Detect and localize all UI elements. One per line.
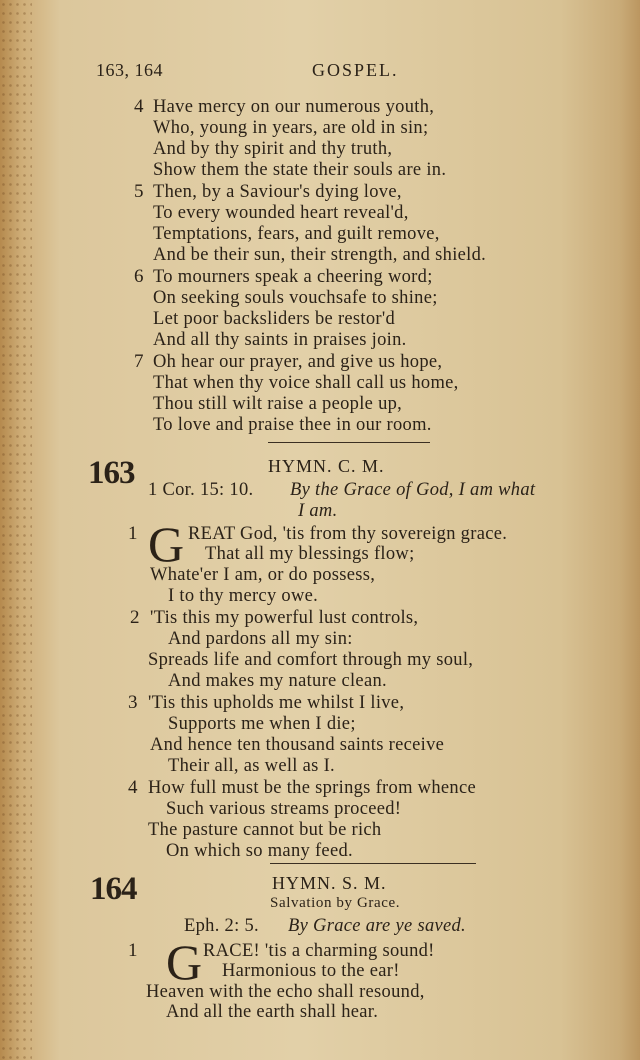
- verse-line: And all thy saints in praises join.: [153, 330, 407, 350]
- verse-line: Heaven with the echo shall resound,: [146, 982, 425, 1002]
- section-divider: [270, 863, 476, 864]
- hymn-title: HYMN. S. M.: [272, 873, 387, 893]
- page-edge-texture: [0, 0, 32, 1060]
- verse-line: RACE! 'tis a charming sound!: [203, 941, 435, 961]
- hymn-subtitle: Salvation by Grace.: [270, 895, 401, 911]
- verse-line: I to thy mercy owe.: [168, 586, 319, 606]
- verse-line: Let poor backsliders be restor'd: [153, 309, 396, 329]
- verse-line: 'Tis this upholds me whilst I live,: [148, 693, 405, 713]
- verse-line: On seeking souls vouchsafe to shine;: [153, 288, 438, 308]
- stanza-number: 6: [134, 266, 144, 287]
- scripture-epigraph-cont: I am.: [298, 501, 338, 521]
- hymn-number: 164: [90, 871, 137, 907]
- verse-line: Then, by a Saviour's dying love,: [153, 182, 402, 202]
- verse-line: To every wounded heart reveal'd,: [153, 203, 409, 223]
- verse-line: To love and praise thee in our room.: [153, 415, 432, 435]
- verse-line: On which so many feed.: [166, 841, 353, 861]
- stanza-number: 1: [128, 940, 138, 961]
- hymn-title: HYMN. C. M.: [268, 456, 385, 476]
- verse-line: Spreads life and comfort through my soul,: [148, 650, 474, 670]
- verse-line: And by thy spirit and thy truth,: [153, 139, 393, 159]
- verse-line: 'Tis this my powerful lust controls,: [150, 608, 419, 628]
- verse-line: Supports me when I die;: [168, 714, 356, 734]
- stanza-number: 1: [128, 523, 138, 544]
- verse-line: Who, young in years, are old in sin;: [153, 118, 429, 138]
- stanza-number: 2: [130, 607, 140, 628]
- stanza-number: 4: [134, 96, 144, 117]
- verse-line: And all the earth shall hear.: [166, 1002, 379, 1022]
- stanza-number: 4: [128, 777, 138, 798]
- section-divider: [268, 442, 430, 443]
- verse-line: How full must be the springs from whence: [148, 778, 476, 798]
- page-hymn-numbers: 163, 164: [96, 60, 163, 80]
- verse-line: Such various streams proceed!: [166, 799, 402, 819]
- verse-line: And pardons all my sin:: [168, 629, 353, 649]
- scripture-epigraph: By Grace are ye saved.: [288, 916, 466, 936]
- hymn-number: 163: [88, 455, 135, 491]
- verse-line: That all my blessings flow;: [205, 544, 415, 564]
- stanza-number: 7: [134, 351, 144, 372]
- verse-line: Thou still wilt raise a people up,: [153, 394, 403, 414]
- verse-line: Whate'er I am, or do possess,: [150, 565, 376, 585]
- verse-line: And makes my nature clean.: [168, 671, 387, 691]
- verse-line: Have mercy on our numerous youth,: [153, 97, 435, 117]
- scripture-reference: 1 Cor. 15: 10.: [148, 480, 254, 500]
- verse-line: Show them the state their souls are in.: [153, 160, 447, 180]
- verse-line: Temptations, fears, and guilt remove,: [153, 224, 440, 244]
- verse-line: REAT God, 'tis from thy sovereign grace.: [188, 524, 508, 544]
- verse-line: That when thy voice shall call us home,: [153, 373, 459, 393]
- stanza-number: 5: [134, 181, 144, 202]
- page-running-head: GOSPEL.: [312, 60, 399, 80]
- scripture-epigraph: By the Grace of God, I am what: [290, 480, 536, 500]
- verse-line: Their all, as well as I.: [168, 756, 335, 776]
- stanza-number: 3: [128, 692, 138, 713]
- verse-line: And hence ten thousand saints receive: [150, 735, 445, 755]
- verse-line: To mourners speak a cheering word;: [153, 267, 433, 287]
- scripture-reference: Eph. 2: 5.: [184, 916, 259, 936]
- verse-line: Harmonious to the ear!: [222, 961, 400, 981]
- drop-cap: G: [166, 934, 203, 990]
- verse-line: Oh hear our prayer, and give us hope,: [153, 352, 443, 372]
- verse-line: The pasture cannot but be rich: [148, 820, 382, 840]
- verse-line: And be their sun, their strength, and shield.: [153, 245, 487, 265]
- drop-cap: G: [148, 516, 185, 572]
